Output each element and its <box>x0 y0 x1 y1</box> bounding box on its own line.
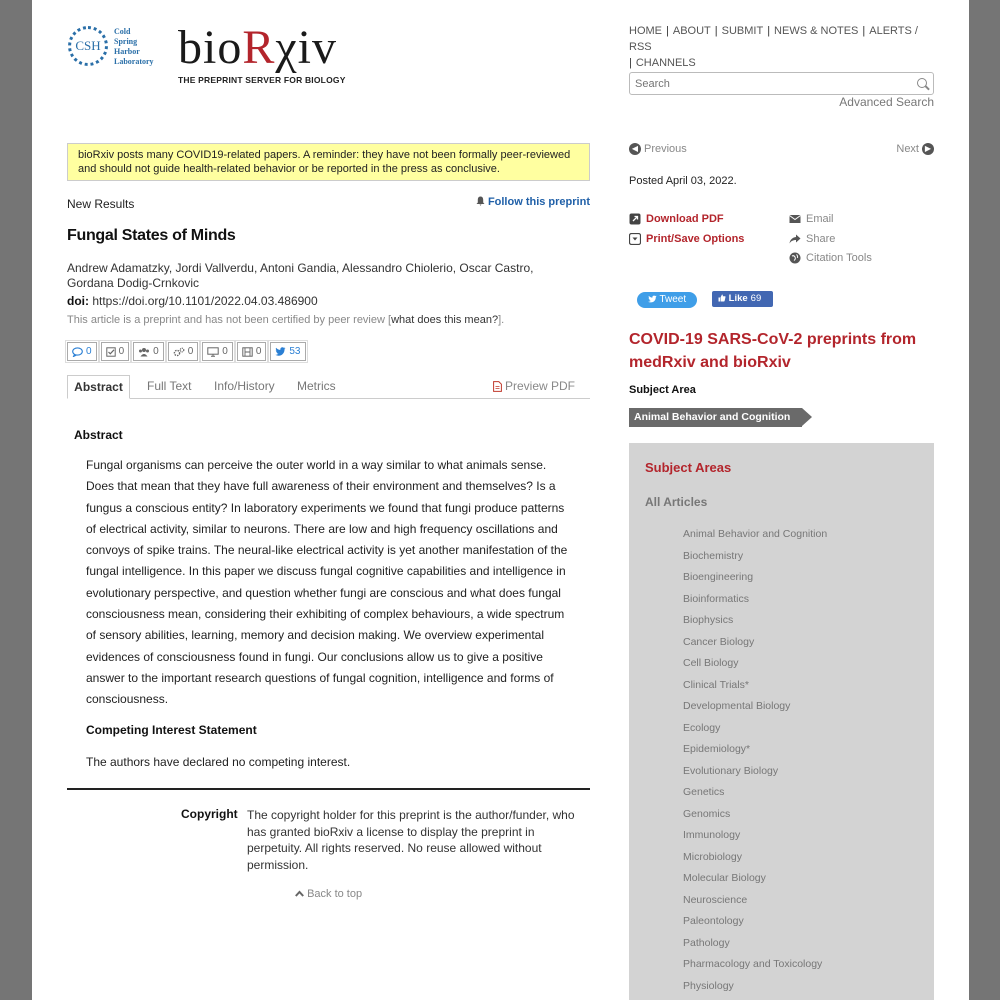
divider <box>67 788 590 790</box>
like-count: 69 <box>750 293 762 304</box>
email-label: Email <box>806 213 834 225</box>
subject-item[interactable]: Bioinformatics <box>683 592 749 605</box>
users-icon <box>138 347 150 357</box>
subject-item[interactable]: Developmental Biology <box>683 700 791 712</box>
abstract-text: Fungal organisms can perceive the outer world in a way similar to what animals sense. Does that mean that they have full awareness of their environment and themselves? Is a fungus a conscious entity? In laboratory experiments we found that fungi produce patterns of electrical activity, similar to neurons. There are low and high frequency oscillations and convoys of spike trains. The neural-like electrical activity is yet another manifestation of the fungal intelligence. In this paper we discuss fungal cognitive capabilities and intelligence in evolutionary perspective, and question whether fungi are conscious and what does fungal consciousness mean, considering their exhibiting of complex behaviours, a wide spectrum of sensory abilities, learning, memory and decision making. We overview experimental evidences of consciousness found in fungi. Our conclusions allow us to give a positive answer to the important research questions of fungal cognition, intelligence and forms of consciousness. <box>86 458 568 707</box>
arrow-left-icon: ◀ <box>629 143 641 155</box>
csh-wordmark <box>114 27 164 67</box>
tab-metrics[interactable]: Metrics <box>297 379 336 393</box>
follow-preprint-button[interactable] <box>472 196 590 208</box>
search-icon[interactable] <box>917 78 927 88</box>
film-icon <box>242 347 253 357</box>
previous-label: Previous <box>644 143 687 155</box>
next-link[interactable] <box>884 143 934 155</box>
subject-item[interactable]: Pharmacology and Toxicology <box>683 958 823 970</box>
csh-line: Laboratory <box>114 57 154 66</box>
tweet-label: Tweet <box>659 294 687 305</box>
chevron-up-icon <box>295 890 304 897</box>
nav-about[interactable]: ABOUT <box>672 25 711 37</box>
subject-item[interactable]: Physiology <box>683 979 734 992</box>
media-badge[interactable] <box>202 342 233 361</box>
videos-badge[interactable] <box>237 342 267 361</box>
thumbs-up-icon <box>718 294 726 302</box>
facebook-like-button[interactable] <box>712 291 773 307</box>
dropdown-box-icon <box>629 233 641 245</box>
csh-seal: CSH <box>68 26 108 66</box>
back-to-top-label: Back to top <box>307 888 363 900</box>
subject-item[interactable]: Genetics <box>683 786 725 798</box>
subject-item[interactable]: Clinical Trials* <box>683 678 749 691</box>
follow-label: Follow this preprint <box>487 196 590 208</box>
twitter-icon <box>648 295 657 303</box>
nav-channels[interactable]: CHANNELS <box>635 57 696 69</box>
previous-link[interactable] <box>629 143 687 155</box>
cert-suffix: ]. <box>498 314 505 326</box>
tab-abstract[interactable]: Abstract <box>67 375 130 399</box>
subject-item[interactable]: Epidemiology* <box>683 743 751 755</box>
subject-item[interactable]: Pathology <box>683 936 730 949</box>
subject-item[interactable]: Immunology <box>683 829 741 841</box>
external-link-icon <box>629 213 641 225</box>
nav-alerts-rss[interactable]: ALERTS / RSS <box>629 25 918 53</box>
competing-interest-heading: Competing Interest Statement <box>86 723 257 737</box>
section-label: New Results <box>67 197 135 211</box>
copyright-text: The copyright holder for this preprint is the author/funder, who has granted bioRxiv a license to display the preprint in perpetuity. All rights reserved. No reuse allowed without permission. <box>247 808 575 872</box>
arrow-right-icon: ▶ <box>922 143 934 155</box>
preview-pdf-label: Preview PDF <box>504 379 575 393</box>
twitter-icon <box>275 347 286 356</box>
brand-name <box>178 22 358 74</box>
all-articles-link[interactable]: All Articles <box>645 495 708 509</box>
article-title: Fungal States of Minds <box>67 227 236 244</box>
subject-area-tag[interactable]: Animal Behavior and Cognition <box>629 408 802 427</box>
subject-item[interactable]: Evolutionary Biology <box>683 764 779 777</box>
subject-item[interactable]: Genomics <box>683 807 731 820</box>
videos-count: 0 <box>255 346 262 357</box>
brand-part: bio <box>178 21 243 74</box>
reviews-count: 0 <box>118 346 125 357</box>
tab-full-text[interactable]: Full Text <box>147 379 192 393</box>
share-link[interactable] <box>789 233 835 245</box>
comment-icon <box>72 347 83 357</box>
top-nav: HOME | ABOUT | SUBMIT | NEWS & NOTES | ALERTS / RSS | CHANNELS <box>629 25 918 69</box>
subject-item[interactable]: Molecular Biology <box>683 872 766 884</box>
brand-part-red: R <box>242 21 276 74</box>
community-count: 0 <box>153 346 159 357</box>
like-label: Like <box>728 293 748 304</box>
comments-count: 0 <box>86 346 92 357</box>
print-save-options[interactable] <box>629 233 744 245</box>
download-pdf-label: Download PDF <box>646 213 724 225</box>
comments-badge[interactable] <box>67 342 97 361</box>
tab-info-history[interactable]: Info/History <box>214 379 275 393</box>
posted-date: Posted April 03, 2022. <box>629 175 737 187</box>
subject-item[interactable]: Bioengineering <box>683 571 754 583</box>
subject-areas-panel <box>629 443 934 1000</box>
automated-badge[interactable] <box>168 342 199 361</box>
next-label: Next <box>896 143 919 155</box>
copyright-label: Copyright <box>181 807 238 821</box>
brand-part: χiv <box>275 21 337 74</box>
author-list[interactable]: Andrew Adamatzky, Jordi Vallverdu, Antoni Gandia, Alessandro Chiolerio, Oscar Castro, Gordana Dodig-Crnkovic <box>67 261 534 290</box>
tweets-count: 53 <box>289 346 301 357</box>
nav-home[interactable]: HOME <box>629 25 662 37</box>
competing-interest-text: The authors have declared no competing interest. <box>86 755 351 769</box>
globe-icon <box>789 252 801 264</box>
doi-link[interactable]: https://doi.org/10.1101/2022.04.03.486900 <box>92 294 318 308</box>
subject-areas-heading: Subject Areas <box>645 460 732 475</box>
search-box <box>629 72 934 95</box>
subject-item[interactable]: Cancer Biology <box>683 635 755 648</box>
doi-label: doi: <box>67 294 89 308</box>
page <box>32 0 969 1000</box>
print-save-label: Print/Save Options <box>646 233 745 245</box>
citation-tools-label: Citation Tools <box>806 252 872 264</box>
advanced-search-link[interactable]: Advanced Search <box>839 95 934 109</box>
automated-count: 0 <box>187 346 194 357</box>
gears-icon <box>173 347 185 357</box>
csh-logo[interactable] <box>68 24 160 70</box>
check-square-icon <box>106 347 116 357</box>
email-link[interactable] <box>789 213 834 225</box>
preview-pdf-button[interactable] <box>493 375 575 397</box>
subject-item[interactable]: Ecology <box>683 721 721 734</box>
reviews-badge[interactable] <box>101 342 130 361</box>
share-label: Share <box>806 233 836 245</box>
download-pdf-link[interactable] <box>629 213 724 225</box>
biorxiv-logo[interactable] <box>178 22 358 85</box>
media-count: 0 <box>222 346 228 357</box>
csh-line: Cold <box>114 27 131 36</box>
covid-notice: bioRxiv posts many COVID19-related papers. A reminder: they have not been formally peer-reviewed and should not guide health-related behavior or be reported in the press as conclusive. <box>67 143 590 181</box>
nav-news-notes[interactable]: NEWS & NOTES <box>774 25 859 37</box>
monitor-icon <box>207 347 219 357</box>
share-icon <box>789 233 801 245</box>
subject-item[interactable]: Animal Behavior and Cognition <box>683 528 828 540</box>
envelope-icon <box>789 213 801 225</box>
citation-tools-link[interactable] <box>789 252 872 264</box>
doi-line <box>67 294 318 308</box>
cert-prefix: This article is a preprint and has not been certified by peer review [ <box>67 314 392 326</box>
peer-review-note <box>67 314 504 326</box>
community-badge[interactable] <box>133 342 164 361</box>
subject-item[interactable]: Microbiology <box>683 850 742 863</box>
subject-list <box>683 526 827 999</box>
subject-item[interactable]: Biophysics <box>683 614 734 626</box>
tweets-badge[interactable] <box>270 342 305 361</box>
subject-item[interactable]: Cell Biology <box>683 657 739 669</box>
what-does-this-mean-link[interactable]: what does this mean? <box>391 314 499 326</box>
covid-preprints-link[interactable]: COVID-19 SARS-CoV-2 preprints from medRxiv and bioRxiv <box>629 331 917 371</box>
brand-tagline: THE PREPRINT SERVER FOR BIOLOGY <box>178 75 346 85</box>
altmetric-badges <box>67 342 306 361</box>
tweet-button[interactable] <box>637 292 697 308</box>
abstract-heading: Abstract <box>74 428 123 442</box>
csh-line: Spring <box>114 37 138 46</box>
subject-item[interactable]: Biochemistry <box>683 549 744 562</box>
subject-area-heading: Subject Area <box>629 384 696 396</box>
csh-line: Harbor <box>114 47 140 56</box>
subject-item[interactable]: Neuroscience <box>683 893 748 906</box>
pdf-file-icon <box>493 381 502 392</box>
article-tabs <box>67 375 590 399</box>
nav-submit[interactable]: SUBMIT <box>721 25 764 37</box>
search-input[interactable] <box>630 73 933 94</box>
back-to-top-link[interactable] <box>295 888 362 900</box>
bell-icon <box>476 196 485 206</box>
subject-item[interactable]: Paleontology <box>683 915 744 927</box>
